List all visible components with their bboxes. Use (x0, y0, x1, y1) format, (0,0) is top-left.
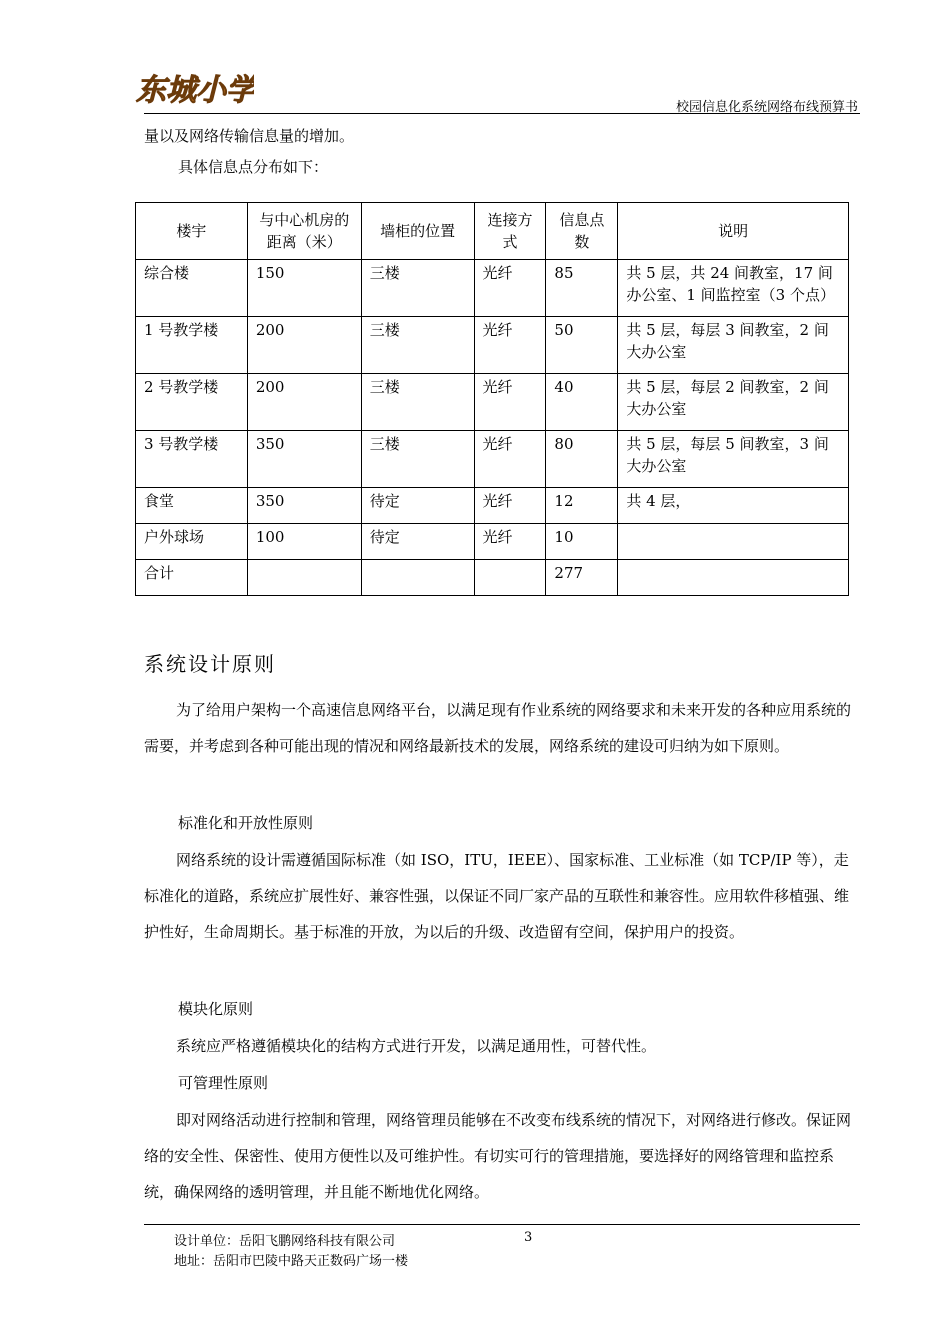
table-cell: 3 号教学楼 (136, 431, 248, 488)
table-header-cell: 信息点数 (546, 203, 618, 260)
table-cell: 277 (546, 560, 618, 596)
table-header-cell: 连接方式 (474, 203, 546, 260)
logo-lettering: 东城小学 (136, 73, 254, 108)
table-cell: 12 (546, 488, 618, 524)
table-cell: 共 5 层，每层 2 间教室，2 间大办公室 (618, 374, 849, 431)
table-cell: 待定 (361, 524, 474, 560)
table-row (136, 260, 849, 317)
table-cell: 三楼 (361, 260, 474, 317)
table-cell: 待定 (361, 488, 474, 524)
table-cell: 200 (247, 317, 361, 374)
header-divider (144, 113, 860, 114)
table-cell: 户外球场 (136, 524, 248, 560)
table-cell: 三楼 (361, 374, 474, 431)
table-header-cell: 说明 (618, 203, 849, 260)
table-cell: 150 (247, 260, 361, 317)
table-cell: 50 (546, 317, 618, 374)
table-cell: 共 5 层，每层 5 间教室，3 间大办公室 (618, 431, 849, 488)
table-cell: 光纤 (474, 488, 546, 524)
paragraph: 系统应严格遵循模块化的结构方式进行开发，以满足通用性，可替代性。 (176, 1037, 657, 1055)
table-cell: 40 (546, 374, 618, 431)
table-cell: 共 5 层，共 24 间教室，17 间办公室、1 间监控室（3 个点） (618, 260, 849, 317)
table-header-cell: 墙柜的位置 (361, 203, 474, 260)
subsection-title: 模块化原则 (178, 1000, 254, 1018)
table-row (136, 317, 849, 374)
table-cell: 共 4 层， (618, 488, 849, 524)
table-cell: 综合楼 (136, 260, 248, 317)
section-title: 系统设计原则 (144, 652, 276, 676)
table-header-cell: 楼宇 (136, 203, 248, 260)
intro-line-1: 量以及网络传输信息量的增加。 (144, 127, 355, 145)
subsection-title: 可管理性原则 (178, 1074, 269, 1092)
table-cell: 200 (247, 374, 361, 431)
table-cell: 光纤 (474, 317, 546, 374)
subsection-title: 标准化和开放性原则 (178, 814, 314, 832)
table-cell: 共 5 层，每层 3 间教室，2 间大办公室 (618, 317, 849, 374)
paragraph: 网络系统的设计需遵循国际标准（如 ISO，ITU，IEEE）、国家标准、工业标准（如 TCP/IP 等），走标准化的道路，系统应扩展性好、兼容性强，以保证不同厂家产品的互联性和兼容性。应用软件移植强、维护性好，生命周期长。基于标准的开放，为以后的升级、改造留有空间，保护用户的投资。 (144, 851, 850, 941)
table-cell: 三楼 (361, 431, 474, 488)
table-cell: 350 (247, 431, 361, 488)
footer-company: 设计单位：岳阳飞鹏网络科技有限公司 (174, 1234, 396, 1249)
table-cell: 2 号教学楼 (136, 374, 248, 431)
table-cell: 100 (247, 524, 361, 560)
footer-address: 地址：岳阳市巴陵中路天正数码广场一楼 (174, 1254, 409, 1269)
table-cell: 三楼 (361, 317, 474, 374)
footer-divider (144, 1224, 860, 1225)
table-cell: 85 (546, 260, 618, 317)
table-cell (618, 560, 849, 596)
table-cell: 350 (247, 488, 361, 524)
table-cell (361, 560, 474, 596)
table-cell: 食堂 (136, 488, 248, 524)
table-cell (474, 560, 546, 596)
school-logo (134, 64, 254, 112)
table-cell: 光纤 (474, 431, 546, 488)
table-cell: 合计 (136, 560, 248, 596)
table-cell: 80 (546, 431, 618, 488)
page-number: 3 (524, 1230, 533, 1245)
table-row (136, 488, 849, 524)
table-cell: 光纤 (474, 260, 546, 317)
table-cell (247, 560, 361, 596)
table-row (136, 374, 849, 431)
table-row (136, 431, 849, 488)
table-cell: 光纤 (474, 524, 546, 560)
paragraph: 即对网络活动进行控制和管理，网络管理员能够在不改变布线系统的情况下，对网络进行修改。保证网络的安全性、保密性、使用方便性以及可维护性。有切实可行的管理措施，要选择好的网络管理和监控系统，确保网络的透明管理，并且能不断地优化网络。 (144, 1111, 852, 1201)
table-cell: 1 号教学楼 (136, 317, 248, 374)
table-row (136, 524, 849, 560)
table-total-row (136, 560, 849, 596)
paragraph: 为了给用户架构一个高速信息网络平台，以满足现有作业系统的网络要求和未来开发的各种应用系统的需要，并考虑到各种可能出现的情况和网络最新技术的发展，网络系统的建设可归纳为如下原则。 (144, 701, 852, 755)
table-header-row (136, 203, 849, 260)
table-cell: 10 (546, 524, 618, 560)
table-header-cell: 与中心机房的距离（米） (247, 203, 361, 260)
info-point-table (135, 202, 849, 596)
table-cell (618, 524, 849, 560)
header-title: 校园信息化系统网络布线预算书 (675, 100, 858, 115)
table-cell: 光纤 (474, 374, 546, 431)
intro-line-2: 具体信息点分布如下： (178, 158, 329, 176)
